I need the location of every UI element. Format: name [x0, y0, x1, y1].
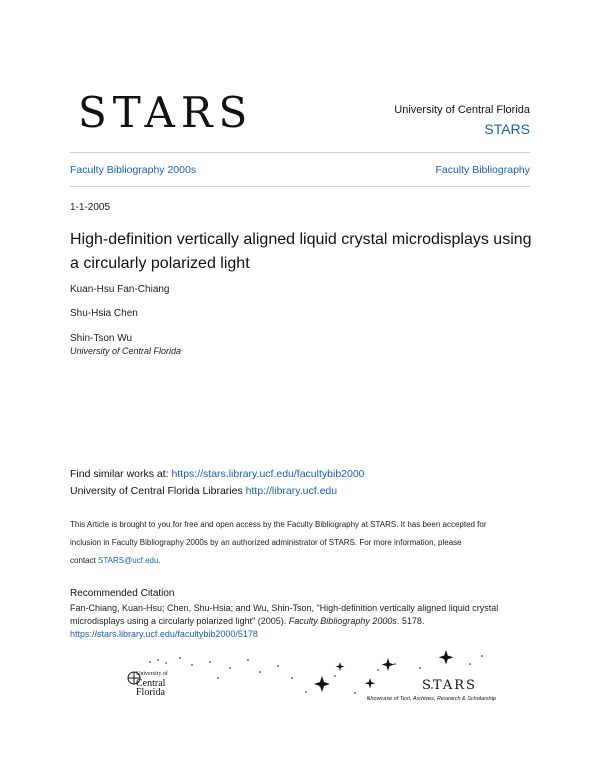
- footer-banner: [120, 648, 500, 708]
- citation-line: Fan-Chiang, Kuan-Hsu; Chen, Shu-Hsia; and Wu, Shin-Tson, "High-definition vertically aligned liquid crystal: [70, 603, 499, 613]
- author-name: Shin-Tson Wu: [70, 333, 133, 344]
- nav-faculty-bibliography-2000s[interactable]: Faculty Bibliography 2000s: [70, 164, 197, 176]
- libraries-label: University of Central Florida Libraries: [70, 485, 246, 497]
- publication-date: 1-1-2005: [70, 202, 111, 213]
- citation-line: [70, 615, 540, 628]
- ucf-logo-line: Central: [136, 678, 166, 689]
- library-link[interactable]: http://library.ucf.edu: [245, 485, 338, 497]
- footer-stars-logo: STARS: [422, 678, 477, 693]
- notice-contact: contact: [70, 556, 99, 565]
- ucf-logo-line: University of: [136, 671, 168, 677]
- nav-faculty-bibliography[interactable]: Faculty Bibliography: [435, 164, 530, 176]
- divider-top: [70, 152, 530, 153]
- notice-line: inclusion in Faculty Bibliography 2000s by an authorized administrator of STARS. For more information, please: [70, 538, 462, 547]
- article-title-line1: High-definition vertically aligned liquid crystal microdisplays using: [70, 231, 532, 248]
- ucf-libraries: [70, 485, 337, 497]
- citation-number: . 5178.: [396, 616, 425, 626]
- open-access-notice: [70, 516, 540, 570]
- recommended-citation-heading: Recommended Citation: [70, 588, 175, 599]
- stars-logo: STARS: [78, 88, 254, 137]
- article-title-line2: a circularly polarized light: [70, 255, 250, 272]
- notice-end: .: [158, 556, 161, 565]
- notice-line: [70, 552, 540, 570]
- ucf-logo-line: Florida: [136, 687, 165, 698]
- citation-text: [70, 602, 540, 641]
- institution-name: University of Central Florida: [394, 104, 530, 116]
- author-name: Kuan-Hsu Fan-Chiang: [70, 284, 170, 295]
- notice-line: This Article is brought to you for free and open access by the Faculty Bibliography at STARS. It has been accepted for: [70, 520, 487, 529]
- find-similar-works: [70, 468, 365, 480]
- facultybib-link[interactable]: https://stars.library.ucf.edu/facultybib2000: [171, 468, 365, 480]
- citation-url-link[interactable]: https://stars.library.ucf.edu/facultybib2000/5178: [70, 629, 258, 639]
- citation-series: Faculty Bibliography 2000s: [288, 616, 397, 626]
- author-affiliation: University of Central Florida: [70, 346, 182, 356]
- stars-repository-link[interactable]: STARS: [484, 121, 530, 137]
- stars-email-link[interactable]: STARS@ucf.edu: [98, 556, 159, 565]
- citation-text-part: microdisplays using a circularly polarized light" (2005).: [70, 616, 289, 626]
- divider-bottom: [70, 186, 530, 187]
- find-label: Find similar works at:: [70, 468, 172, 480]
- footer-tagline: Showcase of Text, Archives, Research & Scholarship: [366, 696, 496, 702]
- ucf-logo: [136, 670, 168, 697]
- author-name: Shu-Hsia Chen: [70, 308, 138, 319]
- article-title: [70, 228, 540, 276]
